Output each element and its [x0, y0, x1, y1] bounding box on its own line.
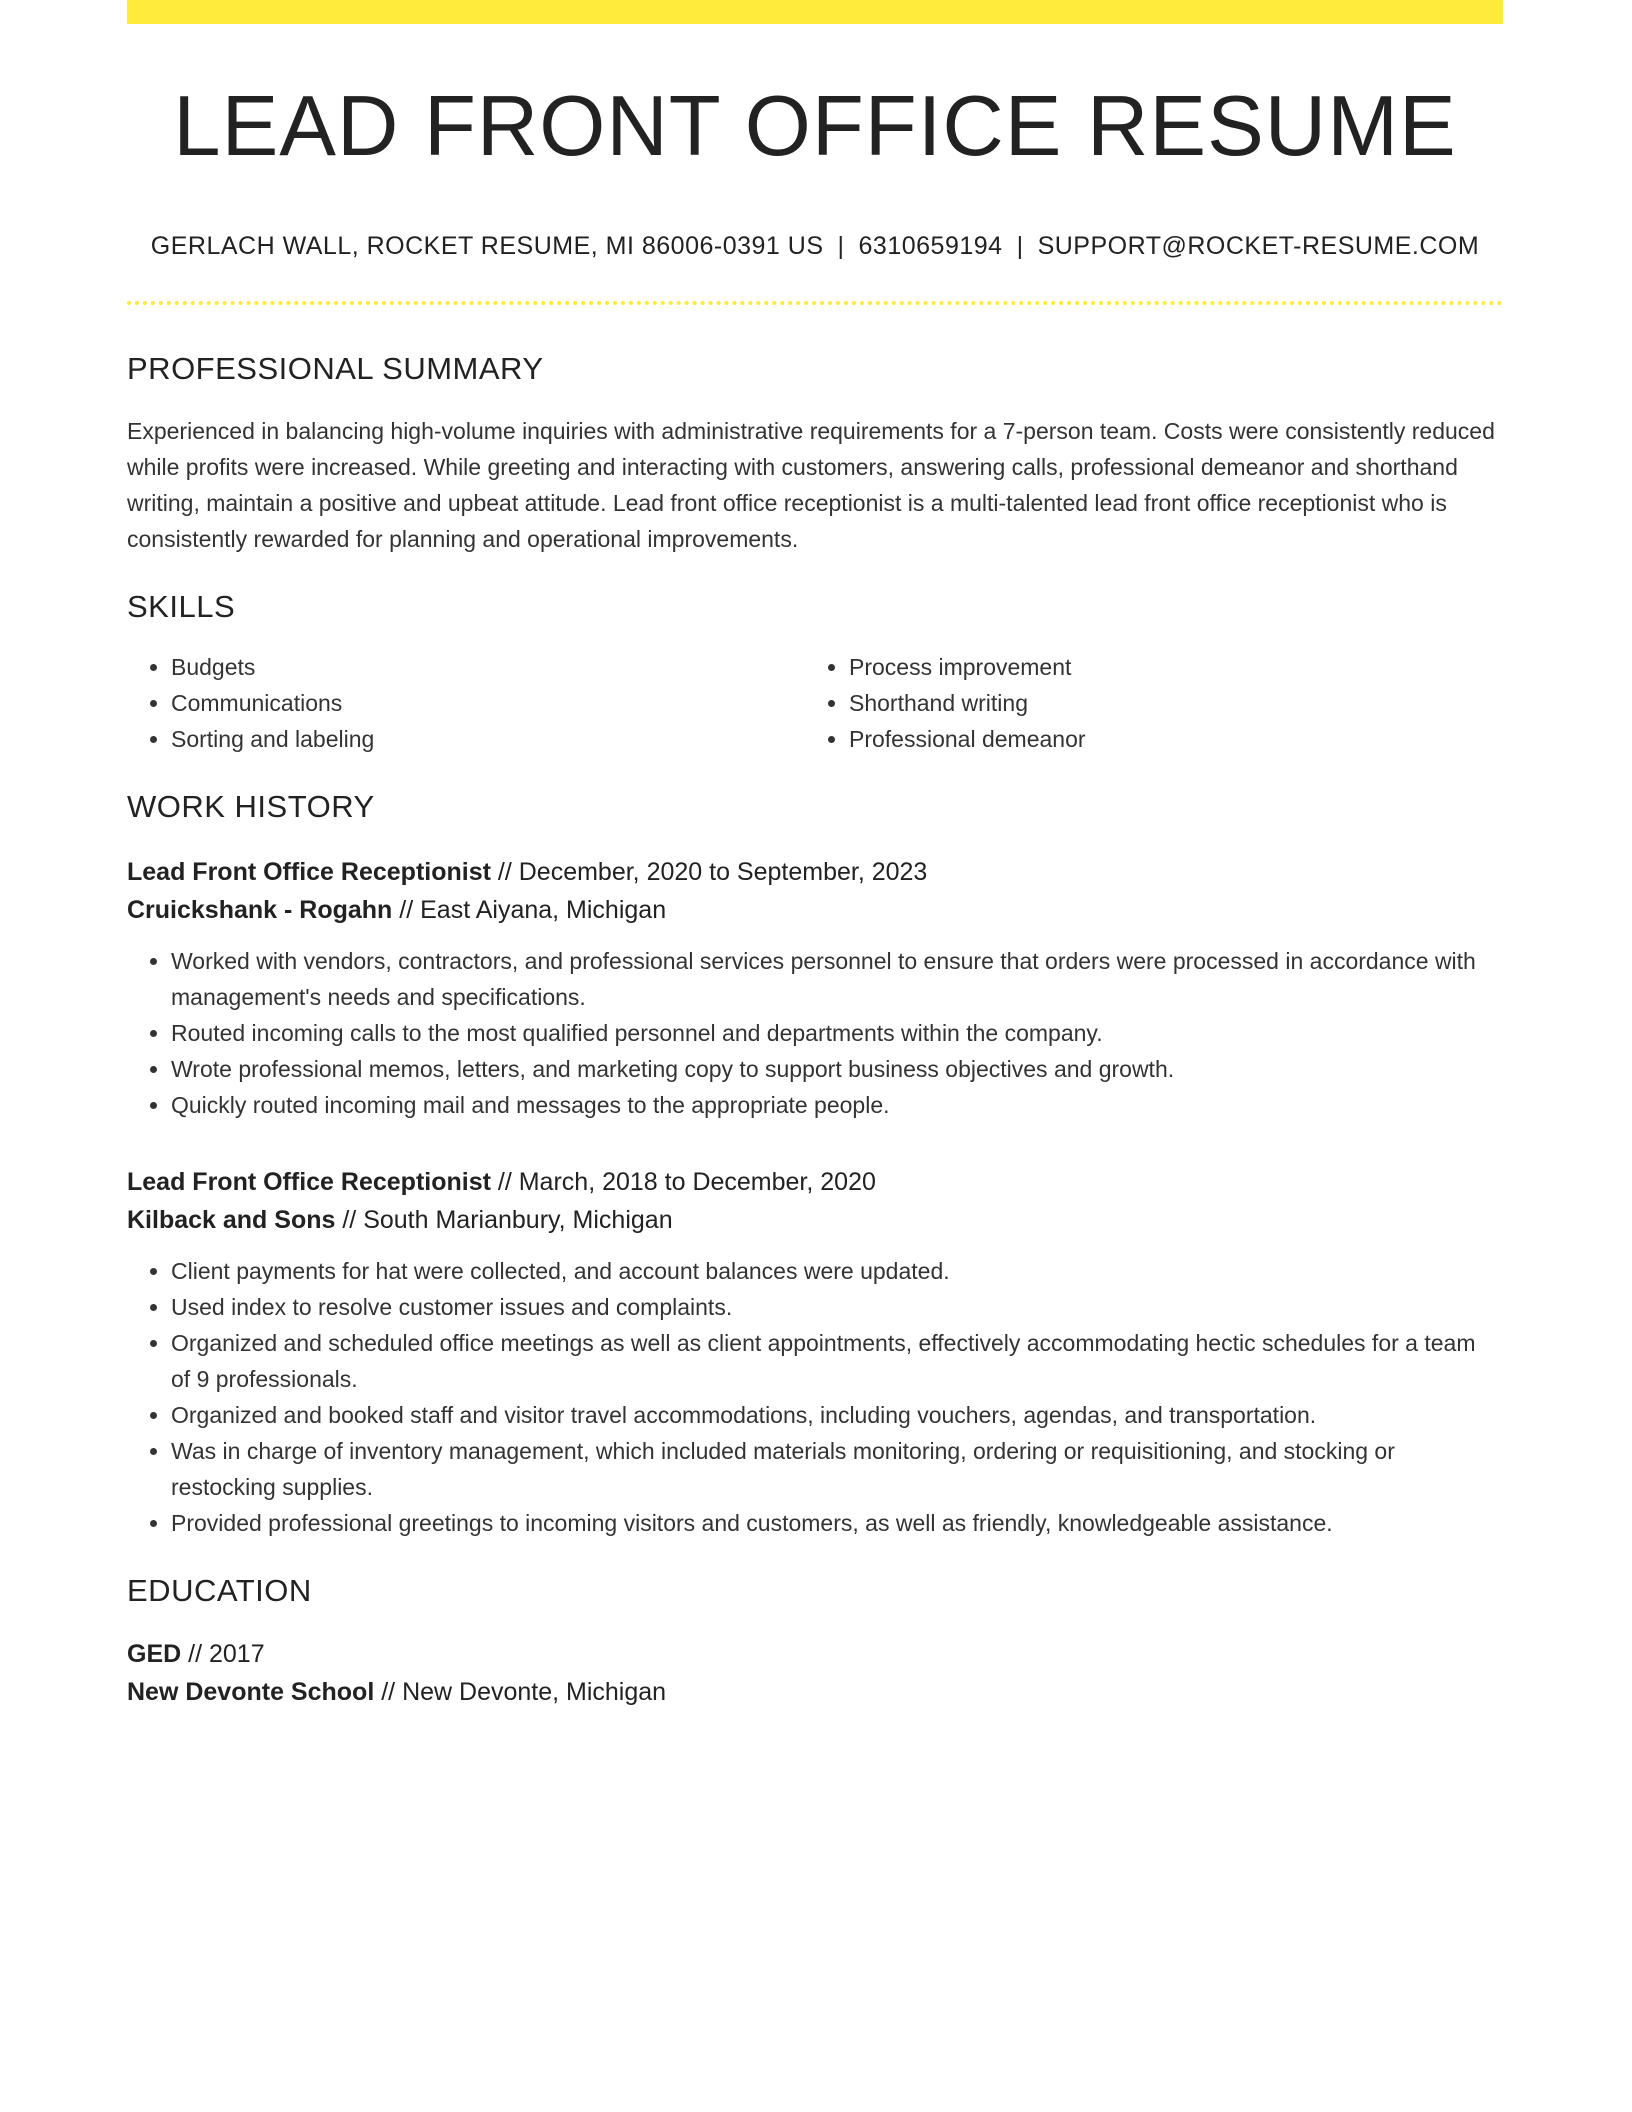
- job-bullet: • Client payments for hat were collected, and account balances were updated.: [171, 1253, 1503, 1289]
- skill-item: • Shorthand writing: [849, 685, 1483, 721]
- skill-item: • Process improvement: [849, 649, 1483, 685]
- accent-top-bar: [127, 0, 1503, 24]
- job-title: Lead Front Office Receptionist: [127, 857, 491, 886]
- job-bullet: • Provided professional greetings to incoming visitors and customers, as well as friendly, knowledgeable assistance.: [171, 1505, 1503, 1541]
- resume-page: [127, 0, 1503, 1711]
- skills-column-left: [127, 649, 805, 757]
- job-company-line: [127, 1201, 1503, 1239]
- education-school: New Devonte School: [127, 1677, 375, 1706]
- contact-separator: |: [837, 231, 845, 260]
- job-bullet: • Organized and scheduled office meetings as well as client appointments, effectively accommodating hectic schedules for a team of 9 professionals.: [171, 1325, 1503, 1397]
- job-separator: //: [490, 857, 519, 886]
- contact-email: SUPPORT@ROCKET-RESUME.COM: [1037, 231, 1480, 260]
- contact-separator: |: [1016, 231, 1024, 260]
- education-location: New Devonte, Michigan: [402, 1677, 667, 1706]
- job-bullet: • Worked with vendors, contractors, and professional services personnel to ensure that orders were processed in accordance with management's needs and specifications.: [171, 943, 1503, 1015]
- education-heading: EDUCATION: [127, 1572, 312, 1608]
- job-separator: //: [490, 1167, 519, 1196]
- job-title-line: [127, 853, 1503, 891]
- job-company: Kilback and Sons: [127, 1205, 336, 1234]
- education-entry: [127, 1635, 1503, 1711]
- job-separator: //: [335, 1205, 364, 1234]
- job-separator: //: [392, 895, 421, 924]
- job-entry: [127, 853, 1503, 1123]
- education-separator: //: [374, 1677, 403, 1706]
- job-bullets: [127, 1253, 1503, 1541]
- education-degree-line: [127, 1635, 1503, 1673]
- skills-heading: SKILLS: [127, 588, 236, 624]
- education-year: 2017: [208, 1639, 265, 1668]
- dotted-divider: [127, 301, 1503, 305]
- contact-address: GERLACH WALL, ROCKET RESUME, MI 86006-0391 US: [150, 231, 824, 260]
- skills-column-right: [805, 649, 1483, 757]
- job-bullet: • Quickly routed incoming mail and messages to the appropriate people.: [171, 1087, 1503, 1123]
- skill-item: • Sorting and labeling: [171, 721, 805, 757]
- job-dates: December, 2020 to September, 2023: [518, 857, 928, 886]
- job-bullet: • Routed incoming calls to the most qualified personnel and departments within the company.: [171, 1015, 1503, 1051]
- education-school-line: [127, 1673, 1503, 1711]
- skill-item: • Budgets: [171, 649, 805, 685]
- job-company-line: [127, 891, 1503, 929]
- summary-text: Experienced in balancing high-volume inquiries with administrative requirements for a 7-person team. Costs were consistently reduced while profits were increased. While greeting and interacting with customers, answering calls, professional demeanor and shorthand writing, maintain a positive and upbeat attitude. Lead front office receptionist is a multi-talented lead front office receptionist who is consistently rewarded for planning and operational improvements.: [127, 417, 1495, 552]
- job-bullet: • Used index to resolve customer issues and complaints.: [171, 1289, 1503, 1325]
- contact-phone: 6310659194: [858, 231, 1003, 260]
- job-entry: [127, 1163, 1503, 1541]
- job-company: Cruickshank - Rogahn: [127, 895, 393, 924]
- job-bullet: • Was in charge of inventory management, which included materials monitoring, ordering or requisitioning, and stocking or restocking supplies.: [171, 1433, 1503, 1505]
- skill-item: • Communications: [171, 685, 805, 721]
- skills-grid: [127, 649, 1503, 757]
- job-bullet: • Wrote professional memos, letters, and marketing copy to support business objectives and growth.: [171, 1051, 1503, 1087]
- job-dates: March, 2018 to December, 2020: [518, 1167, 876, 1196]
- education-separator: //: [181, 1639, 209, 1668]
- job-bullet: • Organized and booked staff and visitor travel accommodations, including vouchers, agendas, and transportation.: [171, 1397, 1503, 1433]
- work-history-heading: WORK HISTORY: [127, 788, 375, 824]
- contact-line: [127, 232, 1503, 261]
- job-title-line: [127, 1163, 1503, 1201]
- summary-heading: PROFESSIONAL SUMMARY: [127, 350, 544, 386]
- job-location: East Aiyana, Michigan: [420, 895, 667, 924]
- job-location: South Marianbury, Michigan: [363, 1205, 673, 1234]
- education-degree: GED: [127, 1639, 182, 1668]
- resume-title: LEAD FRONT OFFICE RESUME: [173, 79, 1457, 174]
- job-title: Lead Front Office Receptionist: [127, 1167, 491, 1196]
- skill-item: • Professional demeanor: [849, 721, 1483, 757]
- job-bullets: [127, 943, 1503, 1123]
